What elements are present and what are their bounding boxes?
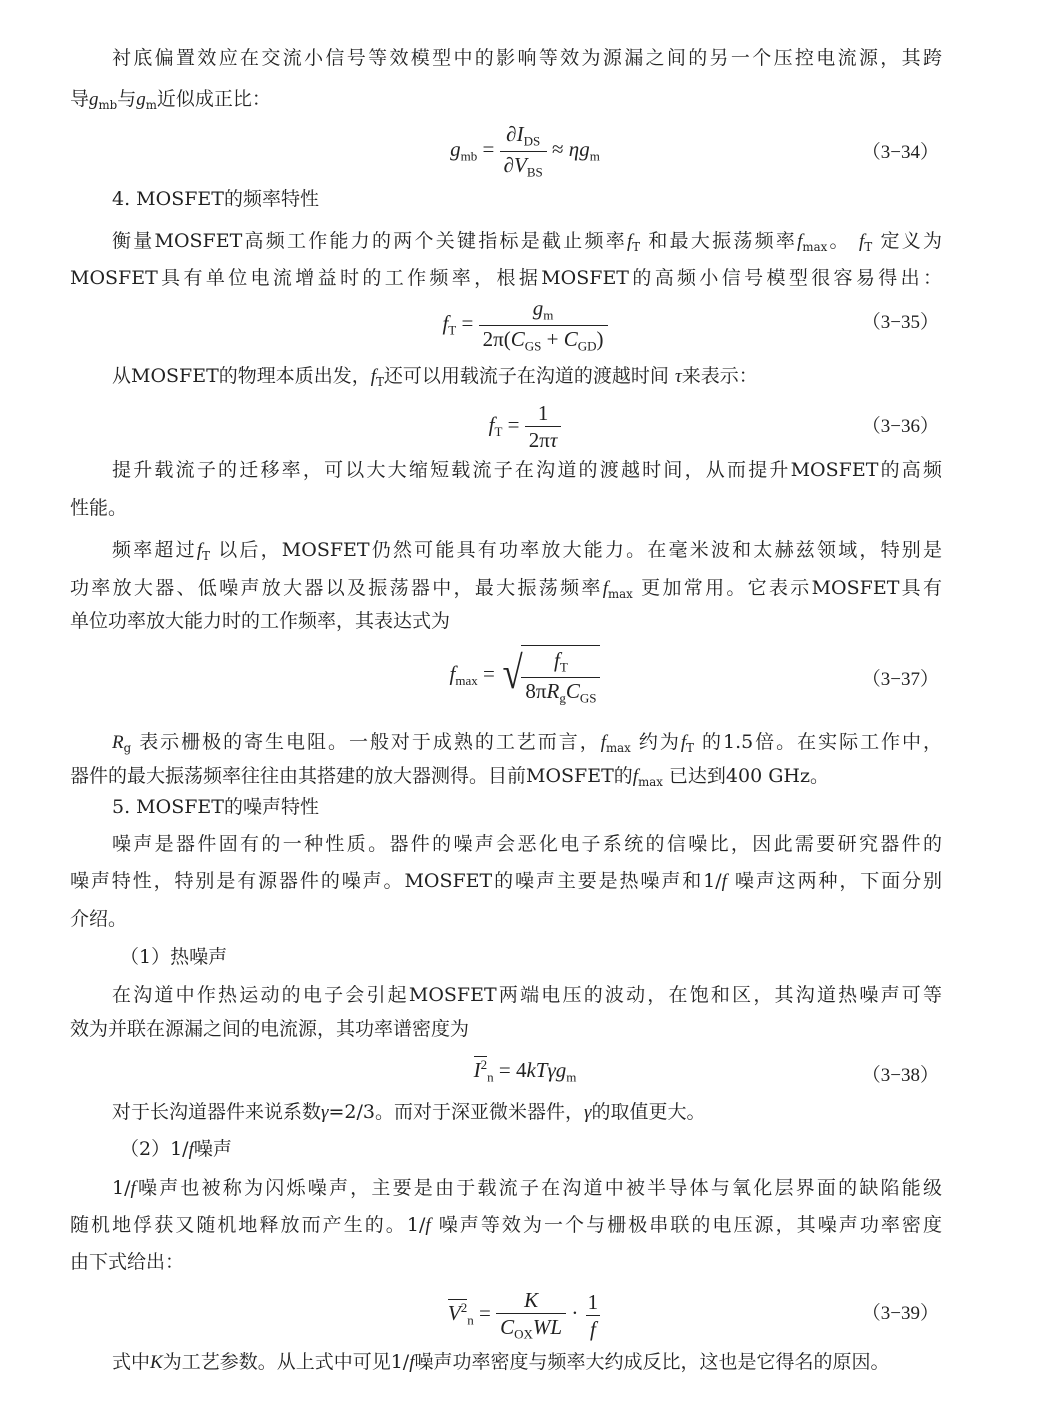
equation-number: （3−34） [861, 142, 939, 163]
paragraph-line: 功率放大器、低噪声放大器以及振荡器中，最大振荡频率$f_{max}$ 更加常用。它表示MOSFET具有 [70, 577, 942, 602]
equation-3-37: $f_{max}$ = √ $\frac{f_T}{8\pi R_gC_{GS}}$ [300, 645, 750, 706]
section-heading: 5. MOSFET的噪声特性 [112, 796, 319, 818]
paragraph-line: 由下式给出： [70, 1251, 185, 1273]
paragraph-line: 单位功率放大能力时的工作频率，其表达式为 [70, 610, 451, 632]
equation-3-38: $I^2_n = 4kT\gamma g_m$ [473, 1057, 577, 1085]
paragraph-line: 在沟道中作热运动的电子会引起MOSFET两端电压的波动，在饱和区，其沟道热噪声可等 [112, 984, 942, 1006]
equation-3-35: $f_T$ = $\frac{g_m}{2\pi(C_{GS} + C_{GD})}$ [300, 296, 750, 354]
paragraph-line: 1/f噪声也被称为闪烁噪声，主要是由于载流子在沟道中被半导体与氧化层界面的缺陷能级 [112, 1177, 942, 1199]
paragraph-line: 介绍。 [70, 908, 128, 930]
paragraph-line: 噪声是器件固有的一种性质。器件的噪声会恶化电子系统的信噪比，因此需要研究器件的 [112, 833, 942, 855]
paragraph-line: 式中K为工艺参数。从上式中可见1/f噪声功率密度与频率大约成反比，这也是它得名的原因。 [112, 1351, 890, 1373]
paragraph-line: 效为并联在源漏之间的电流源，其功率谱密度为 [70, 1018, 470, 1040]
paragraph-line: 对于长沟道器件来说系数γ=2/3。而对于深亚微米器件，γ的取值更大。 [112, 1101, 706, 1123]
equation-number: （3−35） [861, 312, 939, 333]
paragraph-line: 衬底偏置效应在交流小信号等效模型中的影响等效为源漏之间的另一个压控电流源，其跨 [112, 47, 942, 69]
equation-3-36: $f_T$ = $\frac{1}{2\pi\tau}$ [300, 401, 750, 452]
equation-3-39: $V^2_n$ = $\frac{K}{C_{OX}WL}$ · $\frac{1}{f}$ [447, 1288, 599, 1342]
paragraph-line: 器件的最大振荡频率往往由其搭建的放大器测得。目前MOSFET的$f_{max}$ 已达到400 GHz。 [70, 765, 829, 790]
equation-3-34: $g_{mb}$ = $\frac{\partial I_{DS}}{\partial V_{BS}}$ ≈ $\eta g_m$ [450, 122, 600, 180]
equation-number: （3−37） [861, 669, 939, 690]
paragraph-line: 衡量MOSFET高频工作能力的两个关键指标是截止频率$f_T$ 和最大振荡频率$f_{max}$。 $f_T$ 定义为 [112, 230, 942, 255]
paragraph-line: 噪声特性，特别是有源器件的噪声。MOSFET的噪声主要是热噪声和1/f 噪声这两种，下面分别 [70, 870, 942, 892]
subsection-heading: （1）热噪声 [120, 946, 228, 968]
paragraph-line: 频率超过$f_T$ 以后，MOSFET仍然可能具有功率放大能力。在毫米波和太赫兹领域，特别是 [112, 539, 942, 564]
paragraph-line: 提升载流子的迁移率，可以大大缩短载流子在沟道的渡越时间，从而提升MOSFET的高频 [112, 459, 942, 481]
paragraph-line: 从MOSFET的物理本质出发，$f_T$还可以用载流子在沟道的渡越时间 τ来表示： [112, 365, 758, 390]
section-heading: 4. MOSFET的频率特性 [112, 188, 319, 210]
paragraph-line: MOSFET具有单位电流增益时的工作频率，根据MOSFET的高频小信号模型很容易得出： [70, 267, 942, 289]
paragraph-line: 导$g_{mb}$与$g_m$近似成正比： [70, 88, 271, 113]
paragraph-line: $R_g$ 表示栅极的寄生电阻。一般对于成熟的工艺而言，$f_{max}$ 约为$f_T$ 的1.5倍。在实际工作中， [112, 731, 942, 756]
paragraph-line: 性能。 [70, 497, 128, 519]
subsection-heading: （2）1/f噪声 [120, 1138, 232, 1160]
equation-number: （3−36） [861, 416, 939, 437]
equation-number: （3−38） [861, 1065, 939, 1086]
equation-number: （3−39） [861, 1303, 939, 1324]
paragraph-line: 随机地俘获又随机地释放而产生的。1/f 噪声等效为一个与栅极串联的电压源，其噪声功率密度 [70, 1214, 942, 1236]
